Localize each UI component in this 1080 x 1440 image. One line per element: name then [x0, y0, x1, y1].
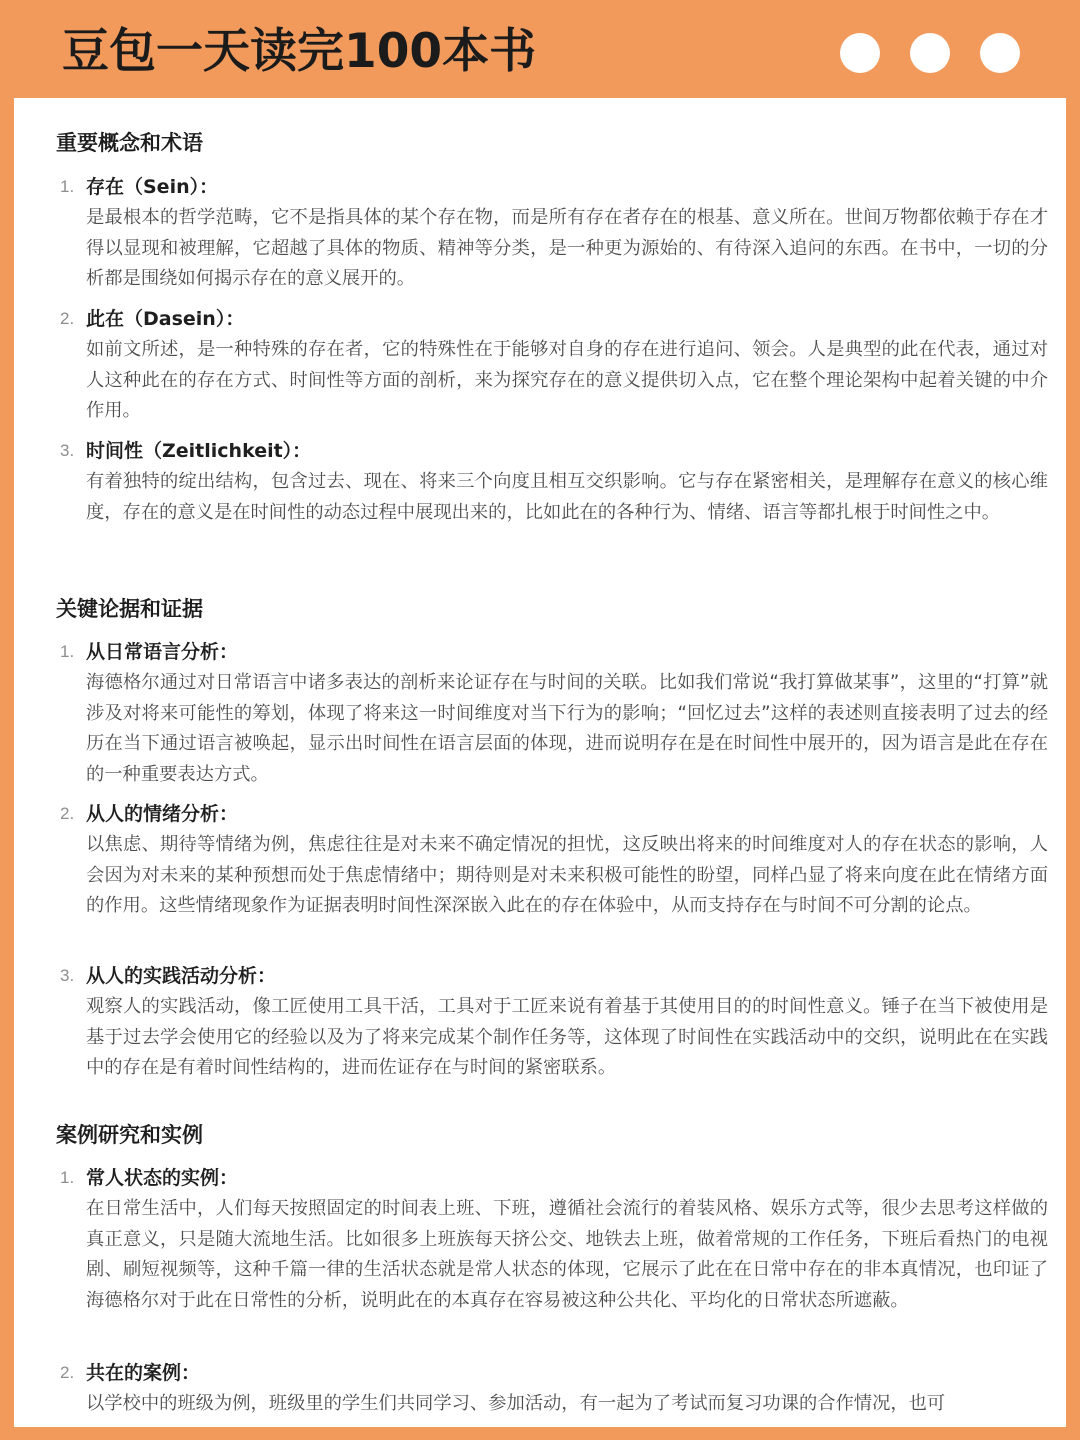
- item-term: 存在（Sein）：: [86, 176, 219, 198]
- item-number: 3.: [60, 441, 75, 460]
- item-number: 1.: [60, 1168, 75, 1187]
- page-title: 豆包一天读完100本书: [62, 24, 537, 79]
- item-number: 3.: [60, 966, 75, 985]
- content-card: [14, 98, 1066, 1427]
- item-term: 常人状态的实例：: [86, 1167, 239, 1189]
- item-text: 以学校中的班级为例，班级里的学生们共同学习、参加活动，有一起为了考试而复习功课的合作情况，也可: [86, 1393, 946, 1414]
- item-text: 海德格尔通过对日常语言中诸多表达的剖析来论证存在与时间的关联。比如我们常说“我打算做某事”，这里的“打算”就涉及对将来可能性的筹划，体现了将来这一时间维度对当下行为的影响；“回忆过去”这样的表述则直接表明了过去的经历在当下通过语言被唤起，显示出时间性在语言层面的体现，进而说明存在是在时间性中展开的，因为语言是此在存在的一种重要表达方式。: [86, 672, 1048, 785]
- header-bar: [12, 0, 1068, 98]
- list-item: [56, 435, 1056, 528]
- white-dot-icon: [840, 33, 880, 73]
- item-term: 从日常语言分析：: [86, 641, 239, 663]
- white-dot-icon: [980, 33, 1020, 73]
- item-heading: [56, 303, 1056, 335]
- item-term: 从人的情绪分析：: [86, 803, 239, 825]
- list-item: [56, 798, 1056, 922]
- white-dot-icon: [910, 33, 950, 73]
- section-title: 关键论据和证据: [56, 597, 203, 621]
- item-text: 观察人的实践活动，像工匠使用工具干活，工具对于工匠来说有着基于其使用目的的时间性意义。锤子在当下被使用是基于过去学会使用它的经验以及为了将来完成某个制作任务等，这体现了时间性在实践活动中的交织，说明此在在实践中的存在是有着时间性结构的，进而佐证存在与时间的紧密联系。: [86, 996, 1048, 1078]
- item-heading: [56, 798, 1056, 830]
- page-frame: [12, 0, 1068, 1440]
- item-heading: [56, 435, 1056, 467]
- item-text: 是最根本的哲学范畴，它不是指具体的某个存在物，而是所有存在者存在的根基、意义所在。世间万物都依赖于存在才得以显现和被理解，它超越了具体的物质、精神等分类，是一种更为源始的、有待深入追问的东西。在书中，一切的分析都是围绕如何揭示存在的意义展开的。: [86, 207, 1048, 289]
- item-text: 如前文所述，是一种特殊的存在者，它的特殊性在于能够对自身的存在进行追问、领会。人是典型的此在代表，通过对人这种此在的存在方式、时间性等方面的剖析，来为探究存在的意义提供切入点，它在整个理论架构中起着关键的中介作用。: [86, 339, 1048, 421]
- item-heading: [56, 1162, 1056, 1194]
- list-item: [56, 960, 1056, 1084]
- list-item: [56, 1162, 1056, 1316]
- item-number: 2.: [60, 804, 75, 823]
- list-item: [56, 303, 1056, 427]
- item-heading: [56, 636, 1056, 668]
- item-text: 以焦虑、期待等情绪为例，焦虑往往是对未来不确定情况的担忧，这反映出将来的时间维度对人的存在状态的影响，人会因为对未来的某种预想而处于焦虑情绪中；期待则是对未来积极可能性的盼望，同样凸显了将来向度在此在情绪方面的作用。这些情绪现象作为证据表明时间性深深嵌入此在的存在体验中，从而支持存在与时间不可分割的论点。: [86, 834, 1048, 916]
- section-title: 案例研究和实例: [56, 1123, 203, 1147]
- item-term: 从人的实践活动分析：: [86, 965, 277, 987]
- item-number: 2.: [60, 309, 75, 328]
- item-heading: [56, 171, 1056, 203]
- list-item: [56, 171, 1056, 295]
- item-number: 1.: [60, 177, 75, 196]
- section-title: 重要概念和术语: [56, 131, 203, 155]
- list-item: [56, 1357, 1056, 1420]
- item-heading: [56, 1357, 1056, 1389]
- item-term: 共在的案例：: [86, 1362, 201, 1384]
- item-number: 2.: [60, 1363, 75, 1382]
- item-heading: [56, 960, 1056, 992]
- item-text: 有着独特的绽出结构，包含过去、现在、将来三个向度且相互交织影响。它与存在紧密相关，是理解存在意义的核心维度，存在的意义是在时间性的动态过程中展现出来的，比如此在的各种行为、情绪、语言等都扎根于时间性之中。: [86, 471, 1048, 523]
- item-term: 时间性（Zeitlichkeit）：: [86, 440, 312, 462]
- item-term: 此在（Dasein）：: [86, 308, 245, 330]
- item-text: 在日常生活中，人们每天按照固定的时间表上班、下班，遵循社会流行的着装风格、娱乐方式等，很少去思考这样做的真正意义，只是随大流地生活。比如很多上班族每天挤公交、地铁去上班，做着常规的工作任务，下班后看热门的电视剧、刷短视频等，这种千篇一律的生活状态就是常人状态的体现，它展示了此在在日常中存在的非本真情况，也印证了海德格尔对于此在日常性的分析，说明此在的本真存在容易被这种公共化、平均化的日常状态所遮蔽。: [86, 1198, 1048, 1311]
- item-number: 1.: [60, 642, 75, 661]
- list-item: [56, 636, 1056, 790]
